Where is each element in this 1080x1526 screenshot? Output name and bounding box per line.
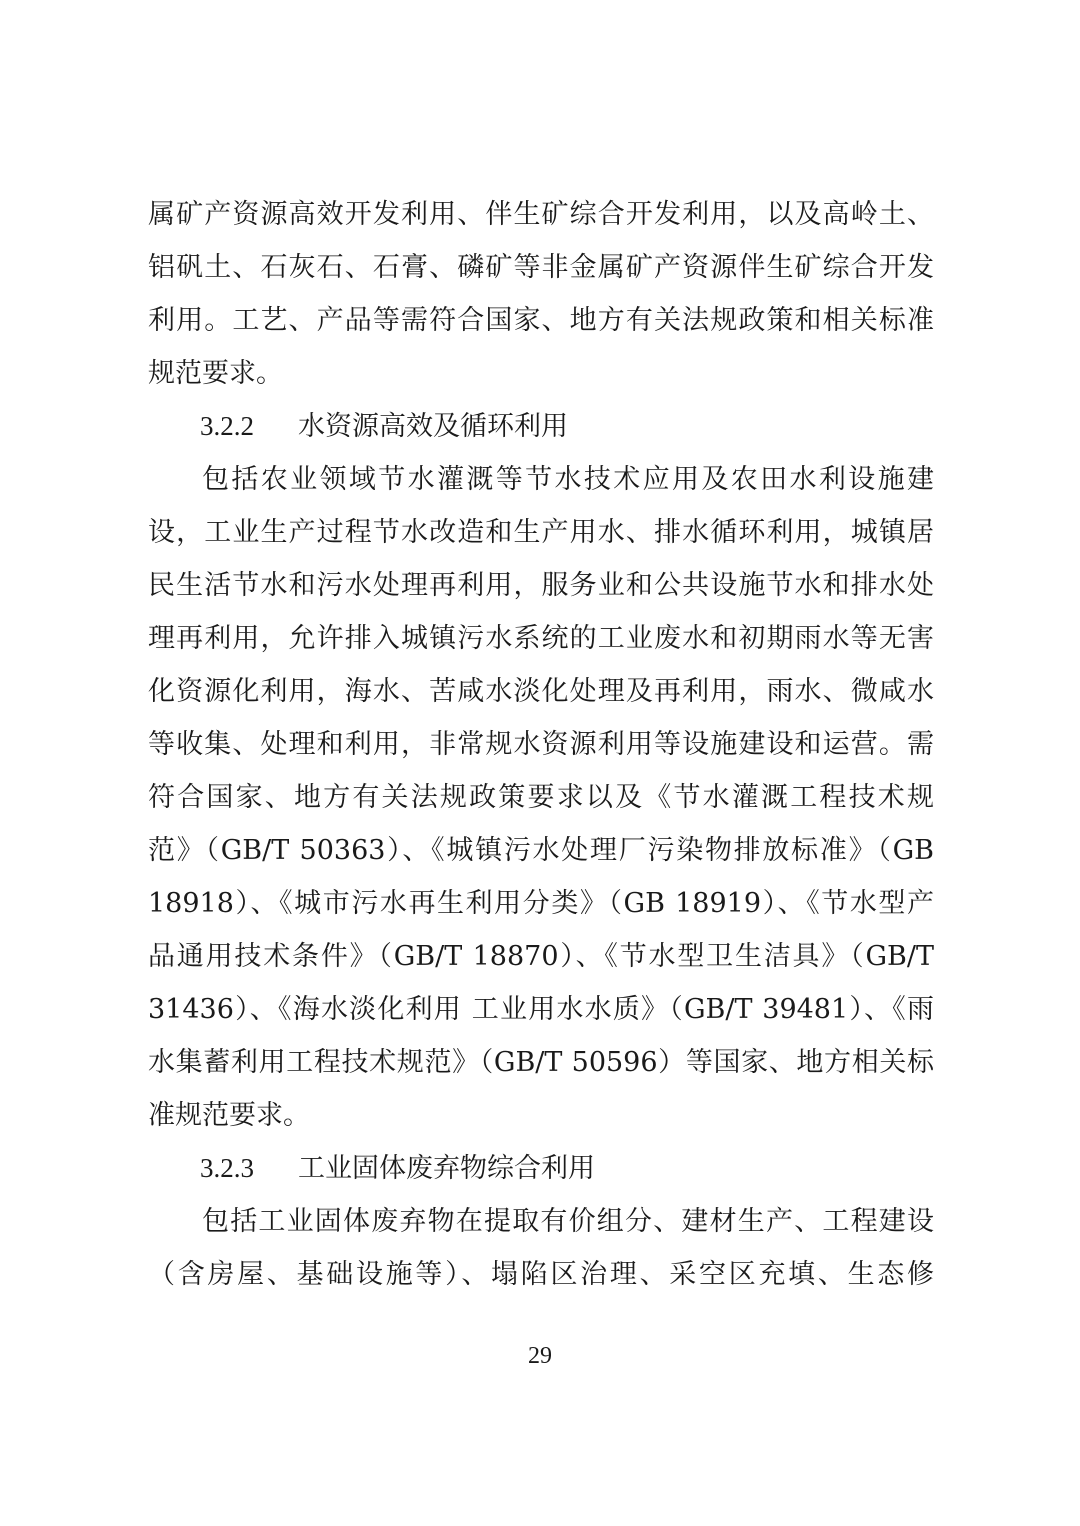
paragraph-line: 准规范要求。 bbox=[148, 1100, 310, 1131]
section-number: 3.2.2 bbox=[200, 411, 254, 441]
paragraph-line: 包括工业固体废弃物在提取有价组分、建材生产、工程建设 bbox=[202, 1206, 934, 1237]
paragraph-line: （含房屋、基础设施等）、塌陷区治理、采空区充填、生态修 bbox=[148, 1259, 934, 1290]
paragraph-line: 水集蓄利用工程技术规范》（GB/T 50596）等国家、地方相关标 bbox=[148, 1047, 934, 1078]
paragraph-line: 民生活节水和污水处理再利用，服务业和公共设施节水和排水处 bbox=[148, 570, 934, 601]
section-title: 工业固体废弃物综合利用 bbox=[298, 1153, 595, 1184]
paragraph-line: 18918）、《城市污水再生利用分类》（GB 18919）、《节水型产 bbox=[148, 888, 934, 919]
paragraph-line: 铝矾土、石灰石、石膏、磷矿等非金属矿产资源伴生矿综合开发 bbox=[148, 252, 934, 283]
section-number: 3.2.3 bbox=[200, 1153, 254, 1183]
paragraph-line: 设，工业生产过程节水改造和生产用水、排水循环利用，城镇居 bbox=[148, 517, 934, 548]
paragraph-line: 规范要求。 bbox=[148, 358, 283, 389]
section-heading bbox=[200, 1142, 595, 1195]
paragraph-line: 范》（GB/T 50363）、《城镇污水处理厂污染物排放标准》（GB bbox=[148, 835, 934, 866]
paragraph-line: 包括农业领域节水灌溉等节水技术应用及农田水利设施建 bbox=[202, 464, 934, 495]
section-title: 水资源高效及循环利用 bbox=[298, 411, 568, 442]
paragraph-line: 等收集、处理和利用，非常规水资源利用等设施建设和运营。需 bbox=[148, 729, 934, 760]
page-number: 29 bbox=[528, 1343, 552, 1369]
paragraph-line: 符合国家、地方有关法规政策要求以及《节水灌溉工程技术规 bbox=[148, 782, 934, 813]
section-heading bbox=[200, 400, 568, 453]
paragraph-line: 品通用技术条件》（GB/T 18870）、《节水型卫生洁具》（GB/T bbox=[148, 941, 934, 972]
paragraph-line: 属矿产资源高效开发利用、伴生矿综合开发利用，以及高岭土、 bbox=[148, 199, 934, 230]
paragraph-line: 理再利用，允许排入城镇污水系统的工业废水和初期雨水等无害 bbox=[148, 623, 934, 654]
paragraph-line: 31436）、《海水淡化利用 工业用水水质》（GB/T 39481）、《雨 bbox=[148, 994, 934, 1025]
paragraph-line: 利用。工艺、产品等需符合国家、地方有关法规政策和相关标准 bbox=[148, 305, 934, 336]
paragraph-line: 化资源化利用，海水、苦咸水淡化处理及再利用，雨水、微咸水 bbox=[148, 676, 934, 707]
